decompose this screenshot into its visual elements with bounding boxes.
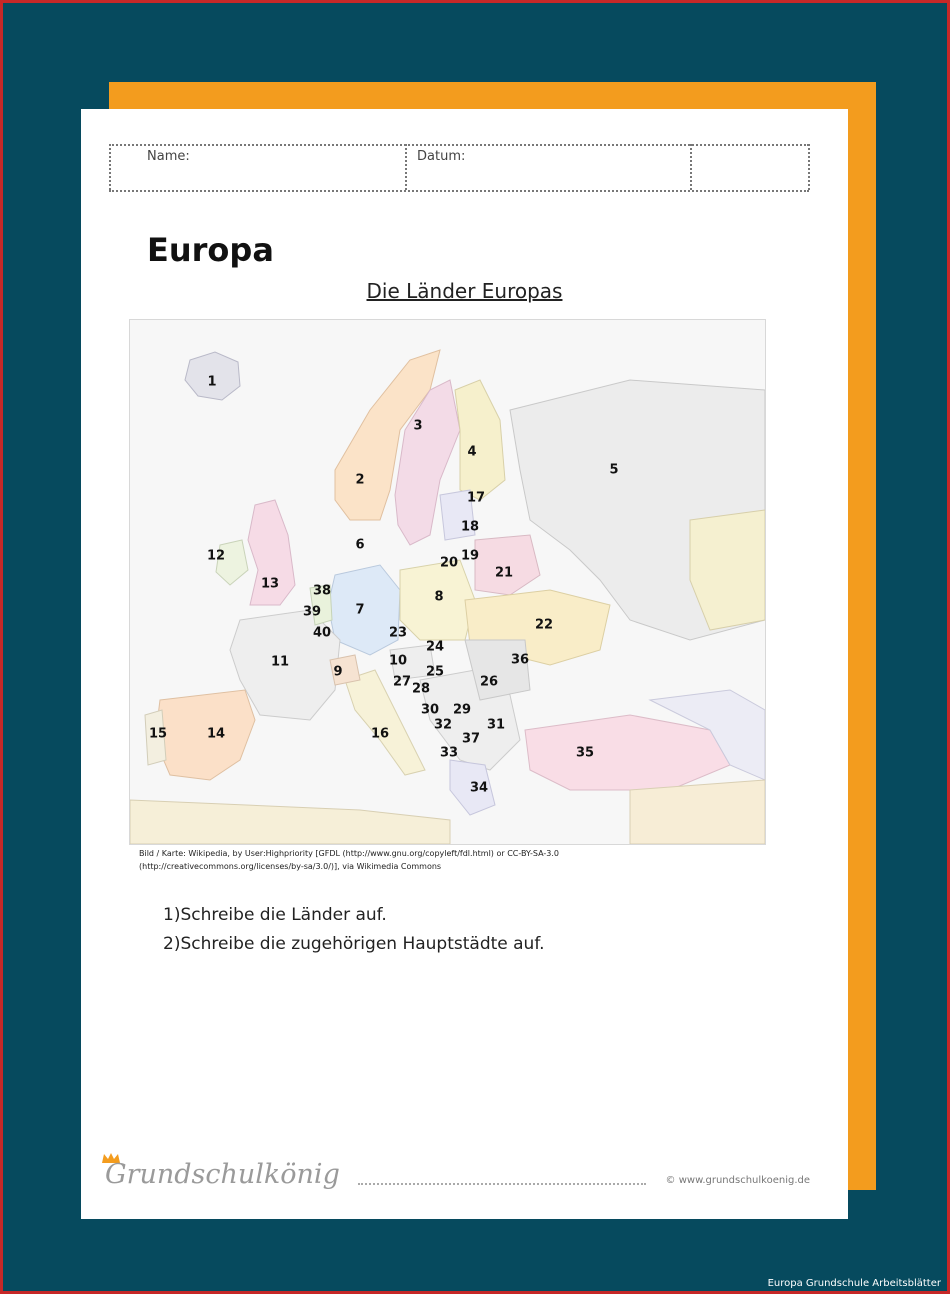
country-number: 21	[494, 565, 514, 581]
country-number: 36	[510, 652, 530, 668]
header-line-bottom	[109, 190, 809, 192]
brand-logo: Grundschulkönig	[105, 1159, 340, 1190]
page-title: Europa	[147, 231, 274, 269]
country-number: 12	[206, 548, 226, 564]
country-number: 19	[460, 548, 480, 564]
country-number: 2	[355, 472, 365, 488]
country-number: 4	[467, 444, 477, 460]
header-divider	[808, 144, 810, 190]
task-item: 1)Schreibe die Länder auf.	[163, 905, 387, 925]
country-number: 37	[461, 731, 481, 747]
country-number: 24	[425, 639, 445, 655]
country-number: 23	[388, 625, 408, 641]
image-credit	[139, 847, 559, 873]
country-number: 25	[425, 664, 445, 680]
country-number: 6	[355, 537, 365, 553]
country-number: 9	[333, 664, 343, 680]
country-number: 28	[411, 681, 431, 697]
header-line-top	[109, 144, 809, 146]
country-number: 34	[469, 780, 489, 796]
country-number: 15	[148, 726, 168, 742]
country-number: 26	[479, 674, 499, 690]
country-number: 16	[370, 726, 390, 742]
page-subtitle: Die Länder Europas	[366, 279, 563, 303]
country-number: 35	[575, 745, 595, 761]
header-divider	[109, 144, 111, 190]
copyright-text: © www.grundschulkoenig.de	[665, 1175, 810, 1186]
footer-dotted-line	[358, 1183, 646, 1185]
country-number: 31	[486, 717, 506, 733]
country-number: 17	[466, 490, 486, 506]
country-number: 27	[392, 674, 412, 690]
country-number: 11	[270, 654, 290, 670]
country-number: 10	[388, 653, 408, 669]
header-divider	[690, 144, 692, 190]
country-number: 32	[433, 717, 453, 733]
image-caption: Europa Grundschule Arbeitsblätter	[767, 1278, 941, 1289]
europe-map	[129, 319, 766, 845]
country-number: 38	[312, 583, 332, 599]
country-number: 30	[420, 702, 440, 718]
country-number: 5	[609, 462, 619, 478]
country-number: 39	[302, 604, 322, 620]
country-number: 3	[413, 418, 423, 434]
credit-line: Bild / Karte: Wikipedia, by User:Highpriority [GFDL (http://www.gnu.org/copyleft/fdl.html) or CC-BY-SA-3.0	[139, 849, 559, 858]
country-number: 33	[439, 745, 459, 761]
country-number: 7	[355, 602, 365, 618]
country-number: 1	[207, 374, 217, 390]
country-number: 13	[260, 576, 280, 592]
country-number: 8	[434, 589, 444, 605]
country-number: 14	[206, 726, 226, 742]
europe-map-graphic	[130, 320, 765, 844]
country-number: 18	[460, 519, 480, 535]
country-number: 40	[312, 625, 332, 641]
country-number: 20	[439, 555, 459, 571]
country-number: 29	[452, 702, 472, 718]
date-label: Datum:	[417, 149, 466, 164]
country-number: 22	[534, 617, 554, 633]
worksheet-page	[81, 109, 848, 1219]
credit-line: (http://creativecommons.org/licenses/by-sa/3.0/)], via Wikimedia Commons	[139, 862, 442, 871]
task-item: 2)Schreibe die zugehörigen Hauptstädte auf.	[163, 934, 545, 954]
header-divider	[405, 144, 407, 190]
name-label: Name:	[147, 149, 190, 164]
